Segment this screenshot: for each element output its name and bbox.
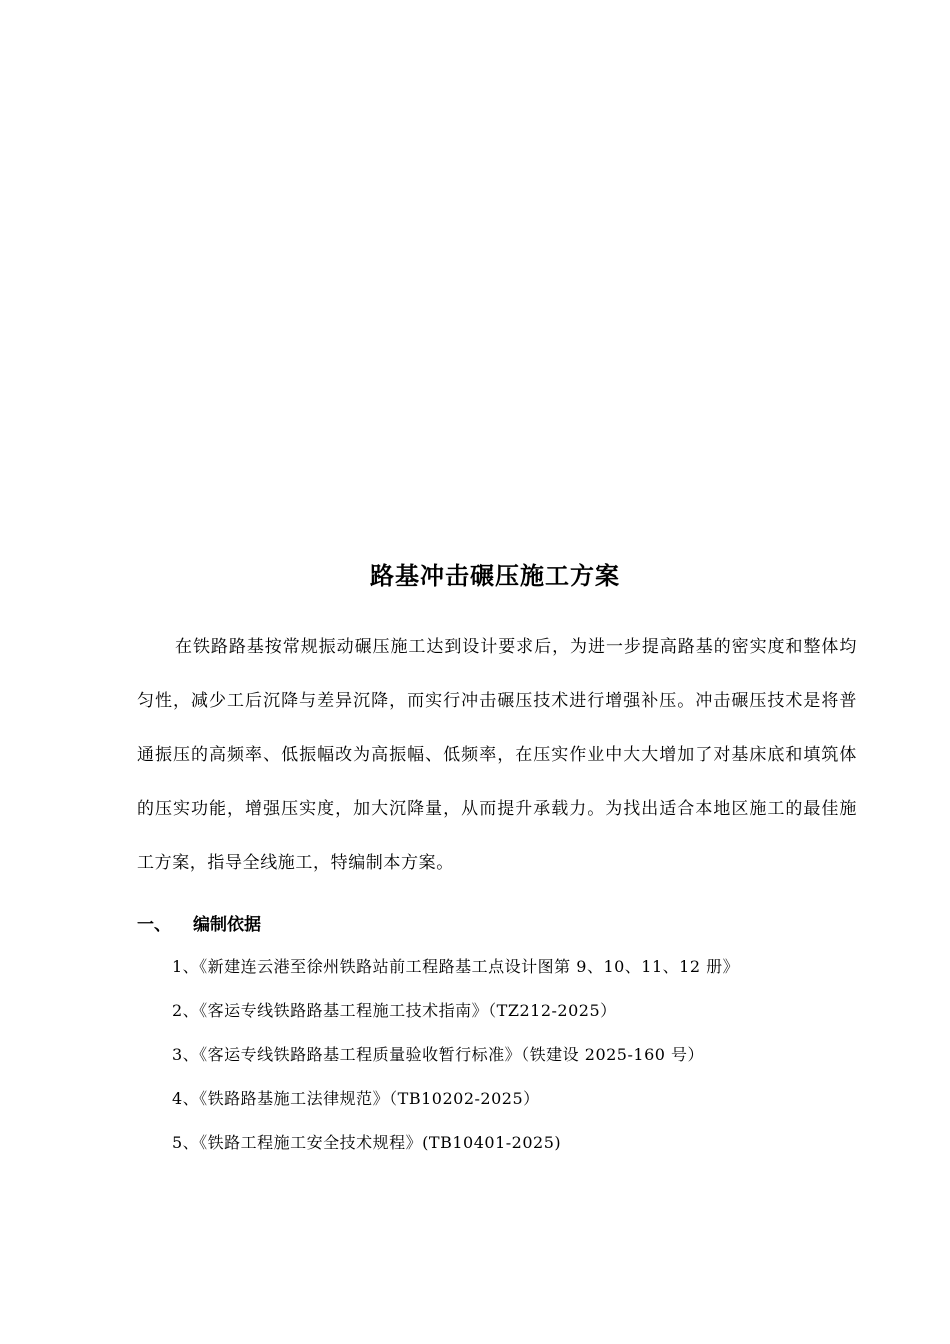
- document-title: 路基冲击碾压施工方案: [370, 561, 620, 590]
- intro-paragraph: 在铁路路基按常规振动碾压施工达到设计要求后，为进一步提高路基的密实度和整体均匀性，减少工后沉降与差异沉降，而实行冲击碾压技术进行增强补压。冲击碾压技术是将普通振压的高频率、低振幅改为高振幅、低频率，在压实作业中大大增加了对基床底和填筑体的压实功能，增强压实度，加大沉降量，从而提升承载力。为找出适合本地区施工的最佳施工方案，指导全线施工，特编制本方案。: [137, 637, 857, 873]
- reference-item: 5、《铁路工程施工安全技术规程》(TB10401-2025): [172, 1133, 562, 1152]
- reference-item: 3、《客运专线铁路路基工程质量验收暂行标准》（铁建设 2025-160 号）: [172, 1045, 705, 1064]
- reference-item: 4、《铁路路基施工法律规范》（TB10202-2025）: [172, 1089, 540, 1108]
- reference-item: 2、《客运专线铁路路基工程施工技术指南》（TZ212-2025）: [172, 1001, 617, 1020]
- reference-item: 1、《新建连云港至徐州铁路站前工程路基工点设计图第 9、10、11、12 册》: [172, 957, 740, 976]
- section-title: 编制依据: [193, 915, 261, 935]
- section-heading: [137, 910, 261, 935]
- reference-list: [172, 952, 739, 1172]
- section-number: 一、: [137, 915, 171, 935]
